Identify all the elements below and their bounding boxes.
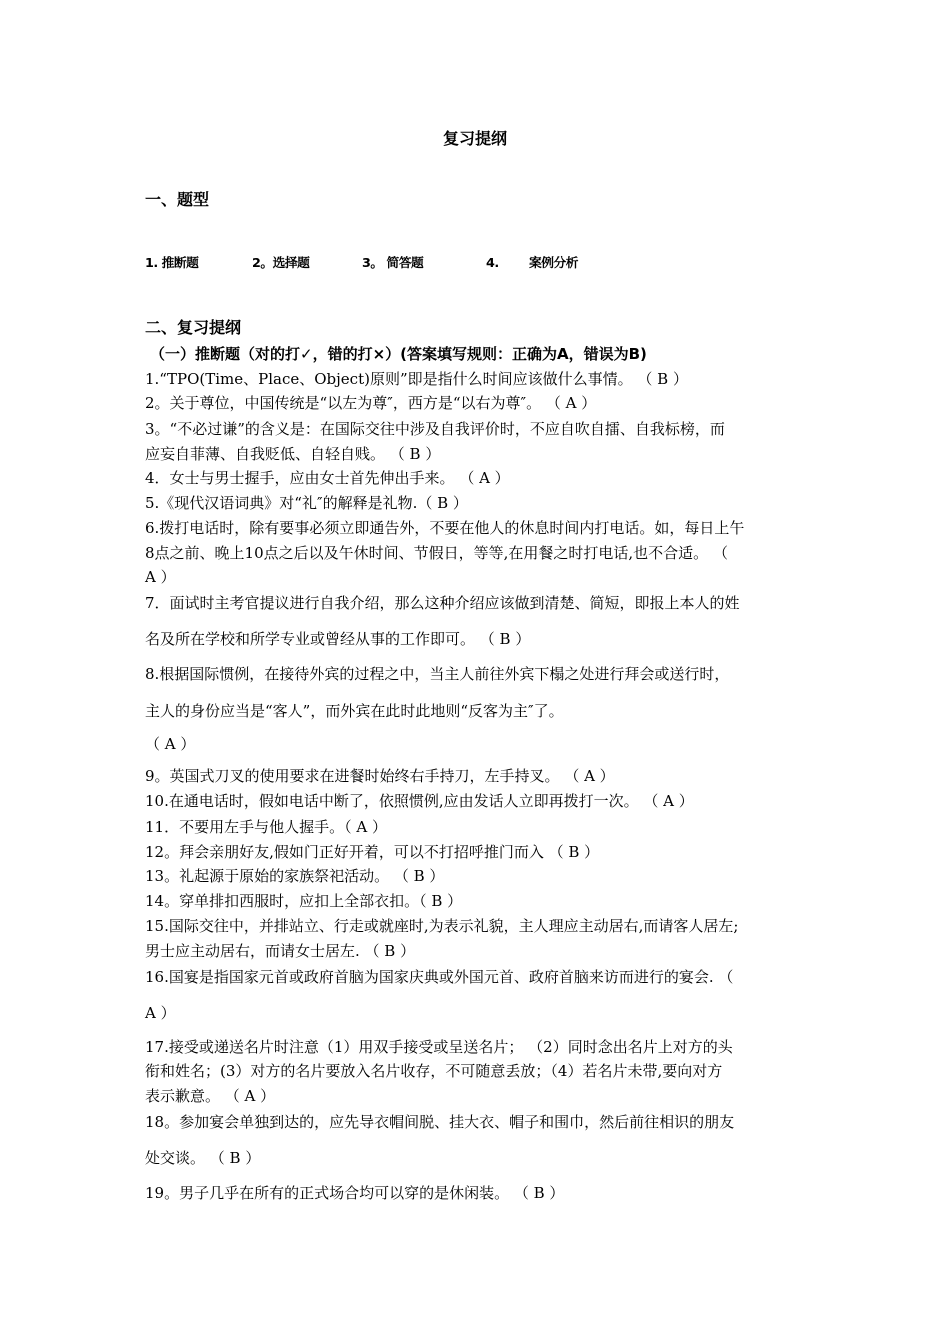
outline-line: 表示歉意。 （ A ） bbox=[145, 1087, 276, 1105]
question-type-item: 1. 推断题 bbox=[145, 256, 199, 271]
outline-line: 13。礼起源于原始的家族祭祀活动。 （ B ） bbox=[145, 867, 445, 885]
question-type-item: 2。选择题 bbox=[252, 256, 310, 271]
outline-line: A ） bbox=[145, 1004, 176, 1022]
section-heading-review-outline: 二、复习提纲 bbox=[145, 318, 242, 337]
outline-line: 11．不要用左手与他人握手。（ A ） bbox=[145, 818, 387, 836]
outline-line: 6.拨打电话时，除有要事必须立即通告外，不要在他人的休息时间内打电话。如，每日上午 bbox=[145, 519, 745, 537]
outline-line: 名及所在学校和所学专业或曾经从事的工作即可。 （ B ） bbox=[145, 630, 531, 648]
section-heading-question-types: 一、题型 bbox=[145, 190, 210, 209]
outline-line: 男士应主动居右，而请女士居左. （ B ） bbox=[145, 942, 416, 960]
outline-line: 4．女士与男士握手，应由女士首先伸出手来。 （ A ） bbox=[145, 469, 510, 487]
outline-line: 14。穿单排扣西服时，应扣上全部衣扣。（ B ） bbox=[145, 892, 463, 910]
outline-line: 主人的身份应当是“客人”，而外宾在此时此地则“反客为主″了。 bbox=[145, 702, 564, 720]
question-type-item: 案例分析 bbox=[529, 256, 578, 271]
document-title: 复习提纲 bbox=[442, 129, 507, 148]
outline-line: （ A ） bbox=[145, 735, 196, 753]
outline-line: A ） bbox=[145, 568, 176, 586]
outline-line: 7．面试时主考官提议进行自我介绍，那么这种介绍应该做到清楚、简短，即报上本人的姓 bbox=[145, 594, 740, 612]
outline-line: 8点之前、晚上10点之后以及午休时间、节假日，等等,在用餐之时打电话,也不合适。 （ bbox=[145, 544, 728, 562]
outline-line: 处交谈。 （ B ） bbox=[145, 1149, 261, 1167]
outline-line: 16.国宴是指国家元首或政府首脑为国家庆典或外国元首、政府首脑来访而进行的宴会. （ bbox=[145, 968, 734, 986]
subsection-heading-judgment: （一）推断题（对的打✓，错的打×）(答案填写规则：正确为A，错误为B) bbox=[150, 345, 647, 363]
outline-line: 19。男子几乎在所有的正式场合均可以穿的是休闲装。 （ B ） bbox=[145, 1184, 565, 1202]
outline-line: 衔和姓名；(3）对方的名片要放入名片收存，不可随意丢放；（4）若名片未带,要向对方 bbox=[145, 1062, 723, 1080]
outline-line: 18。参加宴会单独到达的，应先导衣帽间脱、挂大衣、帽子和围巾，然后前往相识的朋友 bbox=[145, 1113, 735, 1131]
question-types-row bbox=[0, 254, 950, 276]
outline-line: 2。关于尊位，中国传统是“以左为尊″，西方是“以右为尊″。 （ A ） bbox=[145, 394, 597, 412]
question-type-item: 3。 简答题 bbox=[362, 256, 424, 271]
outline-line: 10.在通电话时，假如电话中断了，依照惯例,应由发话人立即再拨打一次。 （ A ） bbox=[145, 792, 694, 810]
question-type-item: 4. bbox=[486, 256, 499, 271]
outline-line: 17.接受或递送名片时注意（1）用双手接受或呈送名片； （2）同时念出名片上对方的头 bbox=[145, 1038, 733, 1056]
outline-line: 5.《现代汉语词典》对“礼″的解释是礼物.（ B ） bbox=[145, 494, 468, 512]
outline-line: 应妄自菲薄、自我贬低、自轻自贱。 （ B ） bbox=[145, 445, 441, 463]
outline-line: 12。拜会亲朋好友,假如门正好开着，可以不打招呼推门而入 （ B ） bbox=[145, 843, 600, 861]
outline-line: 1.“TPO(Time、Place、Object)原则”即是指什么时间应该做什么事情。 （ B ） bbox=[145, 370, 688, 388]
outline-line: 9。英国式刀叉的使用要求在进餐时始终右手持刀，左手持叉。 （ A ） bbox=[145, 767, 615, 785]
outline-line: 3。“不必过谦”的含义是：在国际交往中涉及自我评价时，不应自吹自擂、自我标榜，而 bbox=[145, 420, 725, 438]
outline-line: 8.根据国际惯例，在接待外宾的过程之中，当主人前往外宾下榻之处进行拜会或送行时， bbox=[145, 665, 730, 683]
outline-line: 15.国际交往中，并排站立、行走或就座时,为表示礼貌，主人理应主动居右,而请客人居左; bbox=[145, 917, 739, 935]
